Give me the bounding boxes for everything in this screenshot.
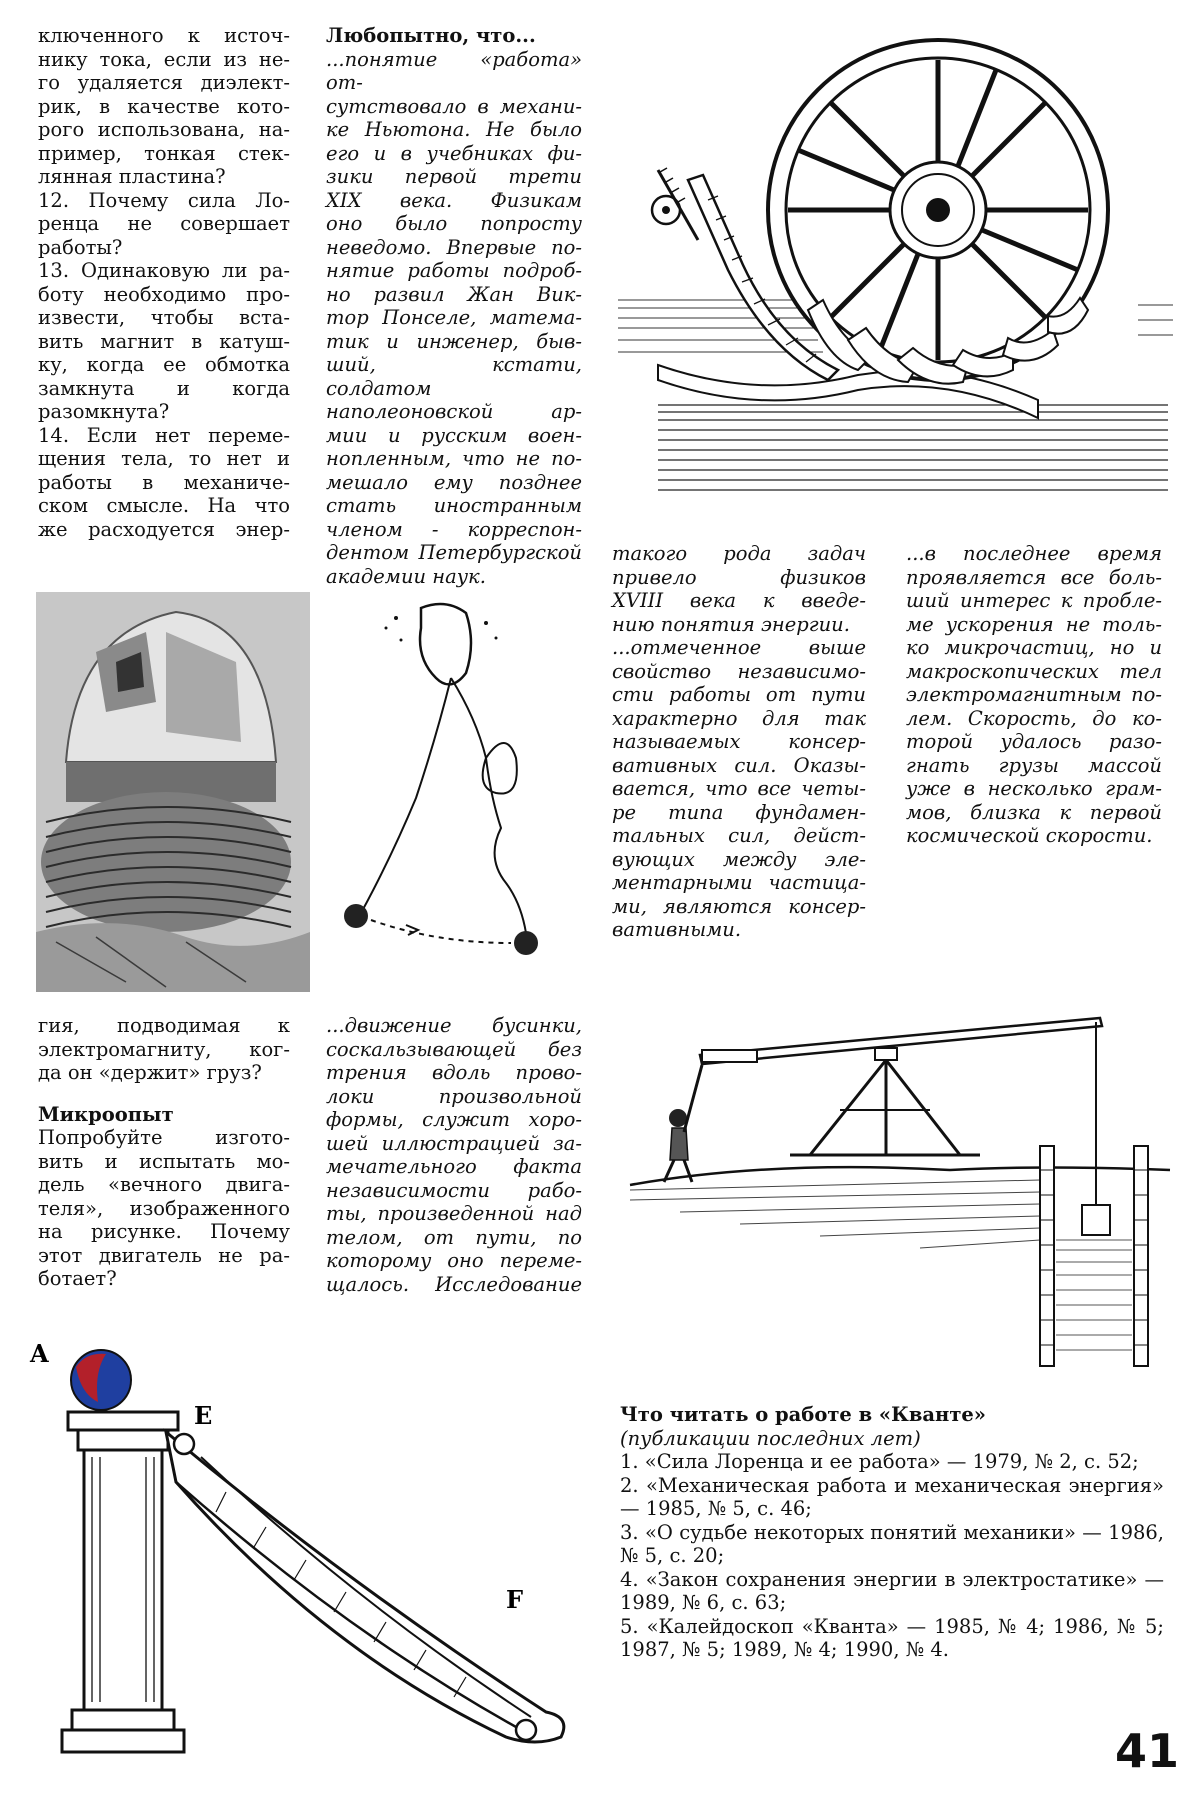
- text-line: вующих между эле-: [612, 847, 866, 871]
- text-line: наполеоновской ар-: [326, 400, 582, 423]
- text-line: ми, являются консер-: [612, 894, 866, 918]
- text-line: дентом Петербургской: [326, 541, 582, 564]
- text-line: мии и русским воен-: [326, 423, 582, 447]
- text-line: ре типа фундамен-: [612, 800, 866, 824]
- text-line: ...в последнее время: [906, 542, 1162, 565]
- text-line: ты, произведенной над: [326, 1202, 582, 1225]
- text-line: неведомо. Впервые по-: [326, 235, 582, 259]
- text-line: академии наук.: [326, 564, 486, 588]
- curious-heading: Любопытно, что...: [326, 24, 536, 47]
- text-line: привело физиков: [612, 565, 866, 589]
- text-line: электромагнитным по-: [906, 683, 1162, 706]
- text-line: вается, что все четы-: [612, 777, 866, 800]
- perpetual-motion-figure: [26, 1332, 596, 1772]
- text-line: сти работы от пути: [612, 683, 866, 706]
- text-line: вативных сил. Оказы-: [612, 753, 866, 777]
- text-line: мов, близка к первой: [906, 800, 1162, 824]
- text-line: но развил Жан Вик-: [326, 282, 582, 306]
- text-line: телом, от пути, по: [326, 1225, 582, 1249]
- well-lever-figure: [620, 1000, 1180, 1370]
- text-line: го удаляется диэлект-: [38, 71, 290, 94]
- text-line: ботает?: [38, 1267, 117, 1290]
- reference-item: 3. «О судьбе некоторых понятий механики» — 1986, № 5, с. 20;: [620, 1520, 1164, 1567]
- text-line: которому оно переме-: [326, 1249, 582, 1272]
- text-line: тик и инженер, быв-: [326, 329, 582, 353]
- text-line: мечательного факта: [326, 1155, 582, 1178]
- text-line: ском смысле. На что: [38, 494, 290, 517]
- column-2-bottom-text: [326, 1014, 582, 1296]
- column-4-text: [906, 542, 1162, 848]
- text-line: работы в механиче-: [38, 470, 290, 494]
- text-line: щения тела, то нет и: [38, 447, 290, 470]
- column-1-bottom: [38, 1014, 290, 1291]
- reference-item: 2. «Механическая работа и механическая энергия» — 1985, № 5, с. 46;: [620, 1473, 1164, 1520]
- text-line: трения вдоль прово-: [326, 1061, 582, 1084]
- reference-item: 1. «Сила Лоренца и ее работа» — 1979, № 2, с. 52;: [620, 1450, 1139, 1473]
- text-line: разомкнута?: [38, 400, 170, 423]
- text-line: лянная пластина?: [38, 165, 226, 188]
- text-line: свойство независимо-: [612, 659, 866, 683]
- text-line: шей иллюстрацией за-: [326, 1131, 582, 1155]
- text-line: ...отмеченное выше: [612, 636, 866, 659]
- text-line: вить и испытать мо-: [38, 1149, 290, 1173]
- text-line: вить магнит в катуш-: [38, 329, 290, 353]
- text-line: вативными.: [612, 918, 742, 941]
- text-line: рик, в качестве кото-: [38, 94, 290, 118]
- text-line: извести, чтобы вста-: [38, 306, 290, 329]
- text-line: 13. Одинаковую ли ра-: [38, 259, 290, 282]
- text-line: независимости рабо-: [326, 1178, 582, 1202]
- text-line: ме ускорения не толь-: [906, 612, 1162, 636]
- text-line: дель «вечного двига-: [38, 1173, 290, 1196]
- text-line: гнать грузы массой: [906, 753, 1162, 777]
- text-line: торой удалось разо-: [906, 730, 1162, 753]
- text-line: на рисунке. Почему: [38, 1220, 290, 1243]
- label-e: E: [194, 1401, 213, 1430]
- text-line: XVIII века к введе-: [612, 589, 866, 612]
- label-a: A: [30, 1339, 49, 1368]
- text-line: щалось. Исследование: [326, 1272, 582, 1296]
- text-line: тор Понселе, матема-: [326, 306, 582, 329]
- text-line: ко микрочастиц, но и: [906, 636, 1162, 659]
- text-line: макроскопических тел: [906, 659, 1162, 683]
- column-3-text: [612, 542, 866, 942]
- text-line: ке Ньютона. Не было: [326, 118, 582, 141]
- text-line: нопленным, что не по-: [326, 447, 582, 470]
- text-line: ...понятие «работа» от-: [326, 47, 582, 94]
- text-line: локи произвольной: [326, 1084, 582, 1108]
- references-subheading: (публикации последних лет): [620, 1426, 921, 1450]
- label-f: F: [506, 1585, 524, 1614]
- text-line: оно было попросту: [326, 212, 582, 235]
- text-line: лем. Скорость, до ко-: [906, 706, 1162, 730]
- references-heading: Что читать о работе в «Кванте»: [620, 1403, 986, 1426]
- text-line: боту необходимо про-: [38, 282, 290, 306]
- references-list: [620, 1450, 1164, 1662]
- text-line: XIX века. Физикам: [326, 188, 582, 212]
- text-line: ментарными частица-: [612, 871, 866, 894]
- text-line: проявляется все боль-: [906, 565, 1162, 589]
- bead-on-wire-figure: [326, 598, 576, 968]
- text-line: ший интерес к пробле-: [906, 589, 1162, 612]
- text-line: нятие работы подроб-: [326, 259, 582, 282]
- curious-text: [326, 48, 582, 589]
- text-line: Попробуйте изгото-: [38, 1126, 290, 1149]
- text-line: теля», изображенного: [38, 1196, 290, 1220]
- text-line: замкнута и когда: [38, 376, 290, 400]
- reference-item: 5. «Калейдоскоп «Кванта» — 1985, № 4; 1986, № 5; 1987, № 5; 1989, № 4; 1990, № 4.: [620, 1614, 1164, 1661]
- text-line: формы, служит хоро-: [326, 1108, 582, 1131]
- references-block: [620, 1403, 1164, 1662]
- text-line: рого использована, на-: [38, 118, 290, 141]
- column-1-top-text: [38, 24, 290, 541]
- text-line: ...движение бусинки,: [326, 1014, 582, 1037]
- water-wheel-figure: [618, 20, 1178, 520]
- text-line: стать иностранным: [326, 494, 582, 517]
- page-number: 41: [1115, 1724, 1180, 1778]
- text-line: работы?: [38, 235, 123, 259]
- text-line: электромагниту, ког-: [38, 1037, 290, 1061]
- text-line: его и в учебниках фи-: [326, 141, 582, 165]
- reference-item: 4. «Закон сохранения энергии в электростатике» — 1989, № 6, с. 63;: [620, 1567, 1164, 1614]
- text-line: же расходуется энер-: [38, 517, 290, 541]
- text-line: ку, когда ее обмотка: [38, 353, 290, 376]
- text-line: зики первой трети: [326, 165, 582, 188]
- micro-experiment-heading: Микроопыт: [38, 1102, 174, 1126]
- electromagnet-photo: [36, 592, 310, 992]
- text-line: соскальзывающей без: [326, 1037, 582, 1061]
- text-line: называемых консер-: [612, 730, 866, 753]
- text-line: пример, тонкая стек-: [38, 141, 290, 165]
- text-line: ренца не совершает: [38, 212, 290, 235]
- text-line: 12. Почему сила Ло-: [38, 188, 290, 212]
- text-line: мешало ему позднее: [326, 470, 582, 494]
- text-line: космической скорости.: [906, 824, 1153, 847]
- text-line: ключенного к источ-: [38, 24, 290, 47]
- text-line: нику тока, если из не-: [38, 47, 290, 71]
- text-line: гия, подводимая к: [38, 1014, 290, 1037]
- text-line: уже в несколько грам-: [906, 777, 1162, 800]
- text-line: тальных сил, дейст-: [612, 824, 866, 847]
- text-line: да он «держит» груз?: [38, 1061, 262, 1084]
- text-line: нию понятия энергии.: [612, 612, 850, 636]
- text-line: характерно для так: [612, 706, 866, 730]
- column-2-top: [326, 24, 582, 588]
- text-line: этот двигатель не ра-: [38, 1243, 290, 1267]
- text-line: такого рода задач: [612, 542, 866, 565]
- text-line: сутствовало в механи-: [326, 94, 582, 118]
- text-line: ший, кстати, солдатом: [326, 353, 582, 400]
- text-line: 14. Если нет переме-: [38, 423, 290, 447]
- text-line: членом - корреспон-: [326, 517, 582, 541]
